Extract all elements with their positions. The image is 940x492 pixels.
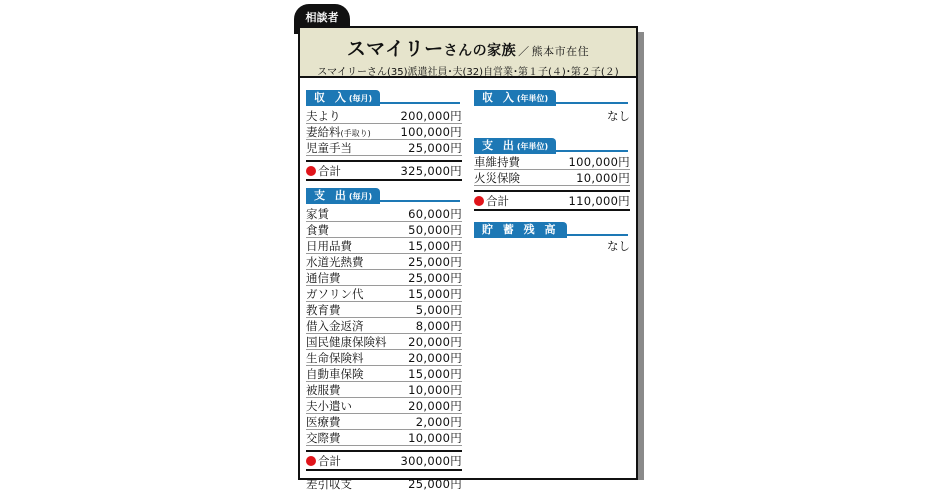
list-item: 児童手当 25,000円 bbox=[306, 140, 462, 155]
list-item: 借入金返済 8,000円 bbox=[306, 318, 462, 333]
income-monthly-total: 合計 325,000円 bbox=[306, 160, 462, 181]
list-item: ガソリン代 15,000円 bbox=[306, 286, 462, 301]
red-dot-icon bbox=[474, 196, 484, 206]
expense-monthly-list bbox=[306, 206, 462, 491]
income-monthly-header bbox=[306, 86, 460, 104]
list-item: 水道光熱費 25,000円 bbox=[306, 254, 462, 269]
expense-monthly-total: 合計 300,000円 bbox=[306, 450, 462, 471]
list-item: 交際費 10,000円 bbox=[306, 430, 462, 445]
list-item: 通信費 25,000円 bbox=[306, 270, 462, 285]
list-item: 車維持費 100,000円 bbox=[474, 154, 630, 169]
list-item: 夫より 200,000円 bbox=[306, 108, 462, 123]
savings-value: なし bbox=[607, 239, 630, 253]
family-header bbox=[300, 28, 636, 78]
savings-title: 貯 蓄 残 高 bbox=[474, 222, 567, 238]
family-members: スマイリーさん(35)派遣社員･夫(32)自営業･第１子(４)･第２子(２) bbox=[317, 67, 619, 78]
list-item: 日用品費 15,000円 bbox=[306, 238, 462, 253]
expense-yearly-total: 合計 110,000円 bbox=[474, 190, 630, 211]
household-budget-card bbox=[298, 26, 638, 491]
expense-yearly-title: 支 出(年単位) bbox=[474, 138, 556, 154]
list-item: 医療費 2,000円 bbox=[306, 414, 462, 429]
family-name: スマイリー bbox=[346, 38, 444, 60]
family-suffix: さんの家族 bbox=[443, 43, 517, 59]
list-item: 教育費 5,000円 bbox=[306, 302, 462, 317]
separator: ／ bbox=[518, 45, 530, 58]
expense-monthly-header bbox=[306, 184, 460, 202]
family-title bbox=[300, 34, 636, 61]
expense-yearly-header bbox=[474, 134, 628, 152]
list-item: 生命保険料 20,000円 bbox=[306, 350, 462, 365]
balance-row: 差引収支 25,000円 bbox=[306, 477, 462, 491]
list-item: 家賃 60,000円 bbox=[306, 206, 462, 221]
list-item: 火災保険 10,000円 bbox=[474, 170, 630, 185]
expense-monthly-title: 支 出(毎月) bbox=[306, 188, 380, 204]
list-item: 食費 50,000円 bbox=[306, 222, 462, 237]
red-dot-icon bbox=[306, 456, 316, 466]
income-monthly-title: 収 入(毎月) bbox=[306, 90, 380, 106]
income-yearly-value: なし bbox=[607, 109, 630, 123]
list-item: 被服費 10,000円 bbox=[306, 382, 462, 397]
list-item: 国民健康保険料 20,000円 bbox=[306, 334, 462, 349]
income-monthly-list bbox=[306, 108, 462, 181]
income-yearly-header bbox=[474, 86, 628, 104]
list-item: 妻給料(手取り) 100,000円 bbox=[306, 124, 462, 139]
list-item: 自動車保険 15,000円 bbox=[306, 366, 462, 381]
red-dot-icon bbox=[306, 166, 316, 176]
consultant-tag: 相談者 bbox=[294, 4, 350, 34]
expense-yearly-list bbox=[474, 154, 630, 211]
residence: 熊本市在住 bbox=[531, 45, 590, 58]
list-item: 夫小遣い 20,000円 bbox=[306, 398, 462, 413]
savings-header bbox=[474, 218, 628, 236]
income-yearly-title: 収 入(年単位) bbox=[474, 90, 556, 106]
